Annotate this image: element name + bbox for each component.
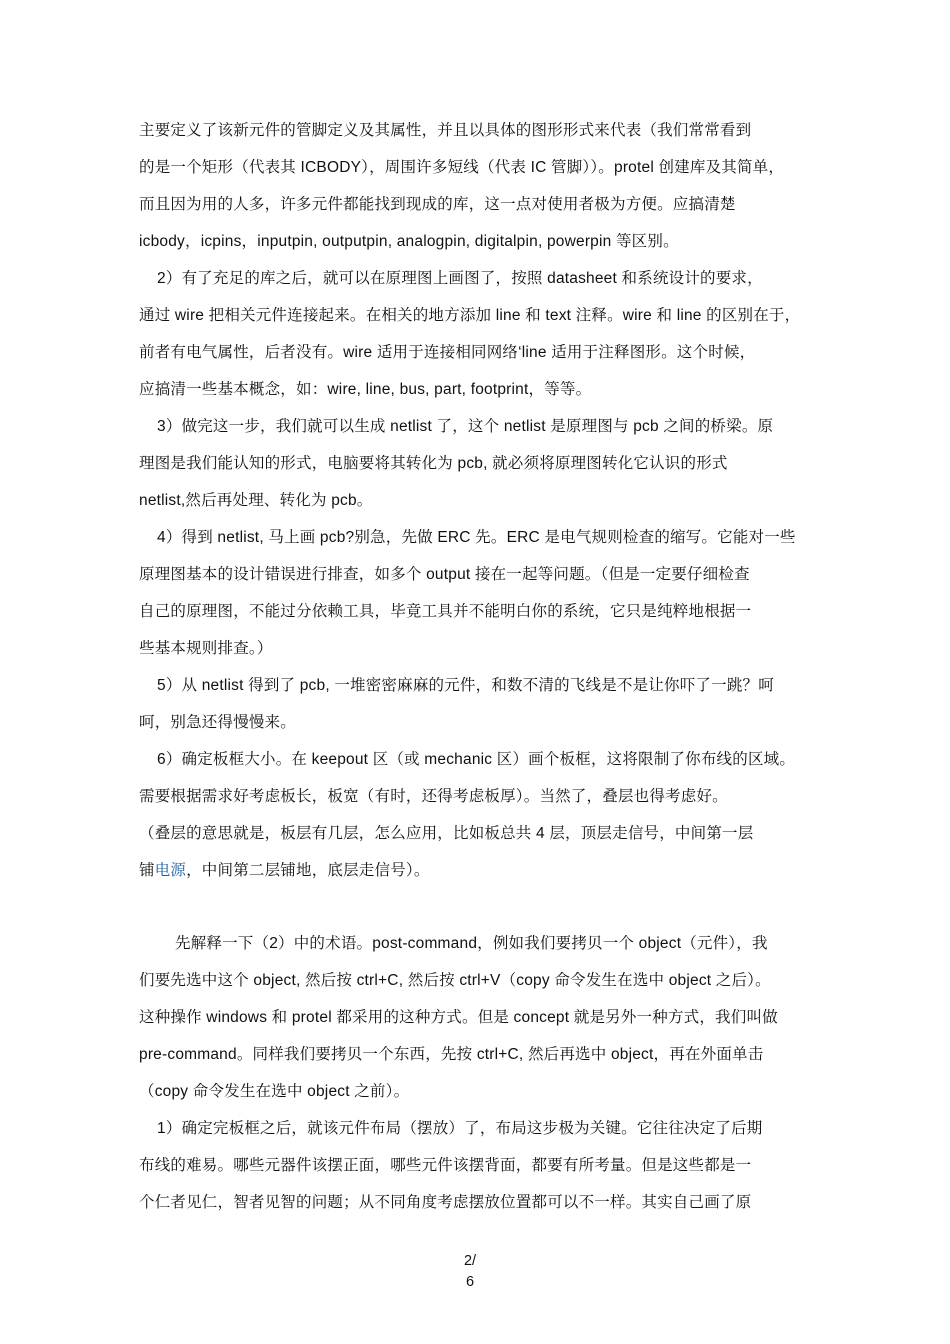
blank-line <box>139 898 839 934</box>
text-line: 们要先选中这个 object, 然后按 ctrl+C, 然后按 ctrl+V（copy 命令发生在选中 object 之后）。 <box>139 972 771 989</box>
text-line: 些基本规则排查。） <box>139 640 273 657</box>
page-number-current: 2/ <box>463 1253 477 1269</box>
text-line: 原理图基本的设计错误进行排查，如多个 output 接在一起等问题。（但是一定要仔细检查 <box>139 566 750 583</box>
text-line: 5）从 netlist 得到了 pcb, 一堆密密麻麻的元件，和数不清的飞线是不是让你吓了一跳？呵 <box>157 677 774 694</box>
page-number <box>440 1251 500 1293</box>
text-line: 呵，别急还得慢慢来。 <box>139 714 297 731</box>
text-line: 3）做完这一步，我们就可以生成 netlist 了，这个 netlist 是原理图与 pcb 之间的桥梁。原 <box>157 418 774 435</box>
text-line: （copy 命令发生在选中 object 之前）。 <box>139 1083 410 1100</box>
text-segment: 铺 <box>139 862 155 879</box>
text-line: 1）确定完板框之后，就该元件布局（摆放）了，布局这步极为关键。它往往决定了后期 <box>157 1120 763 1137</box>
text-line: 而且因为用的人多，许多元件都能找到现成的库，这一点对使用者极为方便。应搞清楚 <box>139 196 736 213</box>
text-line-with-link <box>139 861 839 898</box>
text-line: pre-command。同样我们要拷贝一个东西，先按 ctrl+C, 然后再选中 object，再在外面单击 <box>139 1046 764 1063</box>
text-line: 的是一个矩形（代表其 ICBODY），周围许多短线（代表 IC 管脚））。protel 创建库及其简单， <box>139 159 785 176</box>
text-line: 4）得到 netlist, 马上画 pcb?别急，先做 ERC 先。ERC 是电气规则检查的缩写。它能对一些 <box>157 529 796 546</box>
text-line: 理图是我们能认知的形式，电脑要将其转化为 pcb, 就必须将原理图转化它认识的形式 <box>139 455 728 472</box>
text-line: 需要根据需求好考虑板长，板宽（有时，还得考虑板厚）。当然了，叠层也得考虑好。 <box>139 788 728 805</box>
text-segment: ，中间第二层铺地，底层走信号）。 <box>186 862 430 879</box>
text-line: 2）有了充足的库之后，就可以在原理图上画图了，按照 datasheet 和系统设计的要求， <box>157 270 763 287</box>
text-line: 6）确定板框大小。在 keepout 区（或 mechanic 区）画个板框，这将限制了你布线的区域。 <box>157 751 796 768</box>
text-line: 布线的难易。哪些元器件该摆正面，哪些元件该摆背面，都要有所考量。但是这些都是一 <box>139 1157 752 1174</box>
text-line: 应搞清一些基本概念，如：wire, line, bus, part, footprint，等等。 <box>139 381 592 398</box>
text-line: icbody，icpins，inputpin, outputpin, analogpin, digitalpin, powerpin 等区别。 <box>139 233 679 250</box>
text-line: 前者有电气属性，后者没有。wire 适用于连接相同网络‘line 适用于注释图形。这个时候， <box>139 344 756 361</box>
text-line: 个仁者见仁，智者见智的问题；从不同角度考虑摆放位置都可以不一样。其实自己画了原 <box>139 1194 752 1211</box>
text-line: 自己的原理图，不能过分依赖工具，毕竟工具并不能明白你的系统，它只是纯粹地根据一 <box>139 603 752 620</box>
text-line: 通过 wire 把相关元件连接起来。在相关的地方添加 line 和 text 注释。wire 和 line 的区别在于， <box>139 307 801 324</box>
text-line: （叠层的意思就是，板层有几层，怎么应用，比如板总共 4 层，顶层走信号，中间第一层 <box>139 825 754 842</box>
page-number-total: 6 <box>465 1274 475 1290</box>
text-line: netlist,然后再处理、转化为 pcb。 <box>139 492 373 509</box>
text-line: 主要定义了该新元件的管脚定义及其属性，并且以具体的图形形式来代表（我们常常看到 <box>139 122 752 139</box>
power-link[interactable]: 电源 <box>154 862 187 879</box>
text-line: 先解释一下（2）中的术语。post-command，例如我们要拷贝一个 object（元件），我 <box>175 935 768 952</box>
document-body <box>139 121 839 1230</box>
text-line: 这种操作 windows 和 protel 都采用的这种方式。但是 concept 就是另外一种方式，我们叫做 <box>139 1009 778 1026</box>
